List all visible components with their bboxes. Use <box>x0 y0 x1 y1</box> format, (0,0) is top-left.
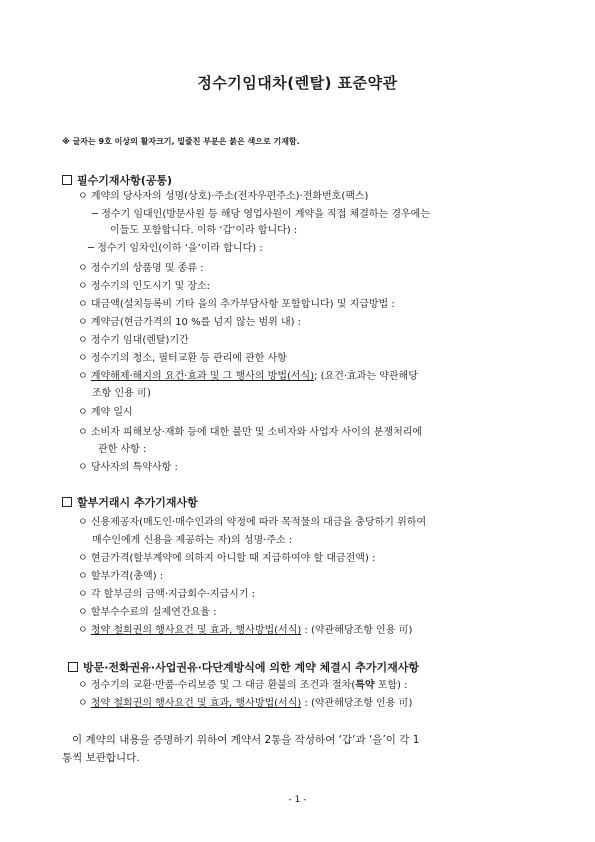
list-item: ㅇ 대금액(설치등록비 기타 을의 추가부담사항 포함합니다) 및 지급방법 : <box>78 299 395 310</box>
list-item: ㅇ 소비자 피해보상·재화 등에 대한 불만 및 소비자와 사업자 사이의 분쟁처리에 <box>78 427 423 438</box>
page-number: - 1 - <box>288 795 307 805</box>
bold-text: 특약 <box>355 680 375 691</box>
section-visit-sales-heading <box>68 659 419 675</box>
list-item: ㅇ 정수기의 상품명 및 종류 : <box>78 263 204 274</box>
checkbox-square-icon <box>62 497 72 507</box>
section-title: 할부거래시 추가기재사항 <box>77 496 198 509</box>
underlined-text: 청약 철회권의 행사요건 및 효과, 행사방법(서식) <box>90 698 302 709</box>
document-title: 정수기임대차(렌탈) 표준약관 <box>197 74 398 92</box>
list-item: 관한 사항 : <box>98 444 147 455</box>
list-item: 매수인에게 신용을 제공하는 자)의 성명·주소 : <box>92 535 293 546</box>
closing-paragraph-line: 통씩 보관합니다. <box>62 752 140 764</box>
list-item: ㅇ 각 할부금의 금액·지급회수·지급시기 : <box>78 589 256 600</box>
list-item: 조항 인용 可) <box>92 388 151 399</box>
section-title: 방문·전화권유·사업권유·다단계방식에 의한 계약 체결시 추가기재사항 <box>83 661 420 674</box>
section-required-heading <box>62 172 172 188</box>
list-item: ㅇ 계약해제·해지의 요건·효과 및 그 행사의 방법(서식); (요건·효과는 약관해당 <box>78 371 418 382</box>
list-item: ㅇ 현금가격(할부계약에 의하지 아니할 때 지급하여야 할 대금전액) : <box>78 553 376 564</box>
list-item: ㅇ 할부수수료의 실제연간요율 : <box>78 607 217 618</box>
closing-paragraph-line: 이 계약의 내용을 증명하기 위하여 계약서 2통을 작성하여 ‘갑’과 ‘을’이 각 1 <box>72 734 420 746</box>
list-item: ─ 정수기 임대인(방문사원 등 해당 영업사원이 계약을 직접 체결하는 경우에는 <box>92 209 430 220</box>
list-item: ㅇ 계약금(현금가격의 10 %를 넘지 않는 범위 내) : <box>78 317 302 328</box>
list-item: ─ 정수기 임차인(이하 ‘을’이라 합니다) : <box>88 243 263 254</box>
list-item: ㅇ 할부가격(총액) : <box>78 571 164 582</box>
list-item: ㅇ 청약 철회권의 행사요건 및 효과, 행사방법(서식) : (약관해당조항 인용 可) <box>78 625 413 636</box>
list-item: ㅇ 청약 철회권의 행사요건 및 효과, 행사방법(서식) : (약관해당조항 인용 可) <box>78 698 413 709</box>
formatting-notice: ※ 글자는 9호 이상의 활자크기, 밑줄친 부분은 붉은 색으로 기재함. <box>62 137 300 146</box>
section-installment-heading <box>62 494 198 510</box>
list-item: ㅇ 정수기의 청소, 필터교환 등 관리에 관한 사항 <box>78 353 287 364</box>
list-item: ㅇ 정수기의 인도시기 및 장소: <box>78 281 211 292</box>
underlined-text: 계약해제·해지의 요건·효과 및 그 행사의 방법(서식) <box>90 371 315 382</box>
list-item: ㅇ 당사자의 특약사항 : <box>78 462 178 473</box>
section-title: 필수기재사항(공통) <box>77 174 173 187</box>
checkbox-square-icon <box>68 662 78 672</box>
checkbox-square-icon <box>62 175 72 185</box>
list-item: ㅇ 신용제공자(매도인·매수인과의 약정에 따라 목적물의 대금을 충당하기 위하여 <box>78 517 427 528</box>
list-item: ㅇ 정수기 임대(렌탈)기간 <box>78 335 189 346</box>
list-item: ㅇ 계약 일시 <box>78 407 133 418</box>
list-item: ㅇ 정수기의 교환·반품·수리보증 및 그 대금 환불의 조건과 절차(특약 포함) : <box>78 680 408 691</box>
list-item: 이들도 포함합니다. 이하 ‘갑’이라 합니다) : <box>110 225 298 236</box>
list-item: ㅇ 계약의 당사자의 성명(상호)·주소(전자우편주소)·전화번호(팩스) <box>78 191 369 202</box>
underlined-text: 청약 철회권의 행사요건 및 효과, 행사방법(서식) <box>90 625 302 636</box>
